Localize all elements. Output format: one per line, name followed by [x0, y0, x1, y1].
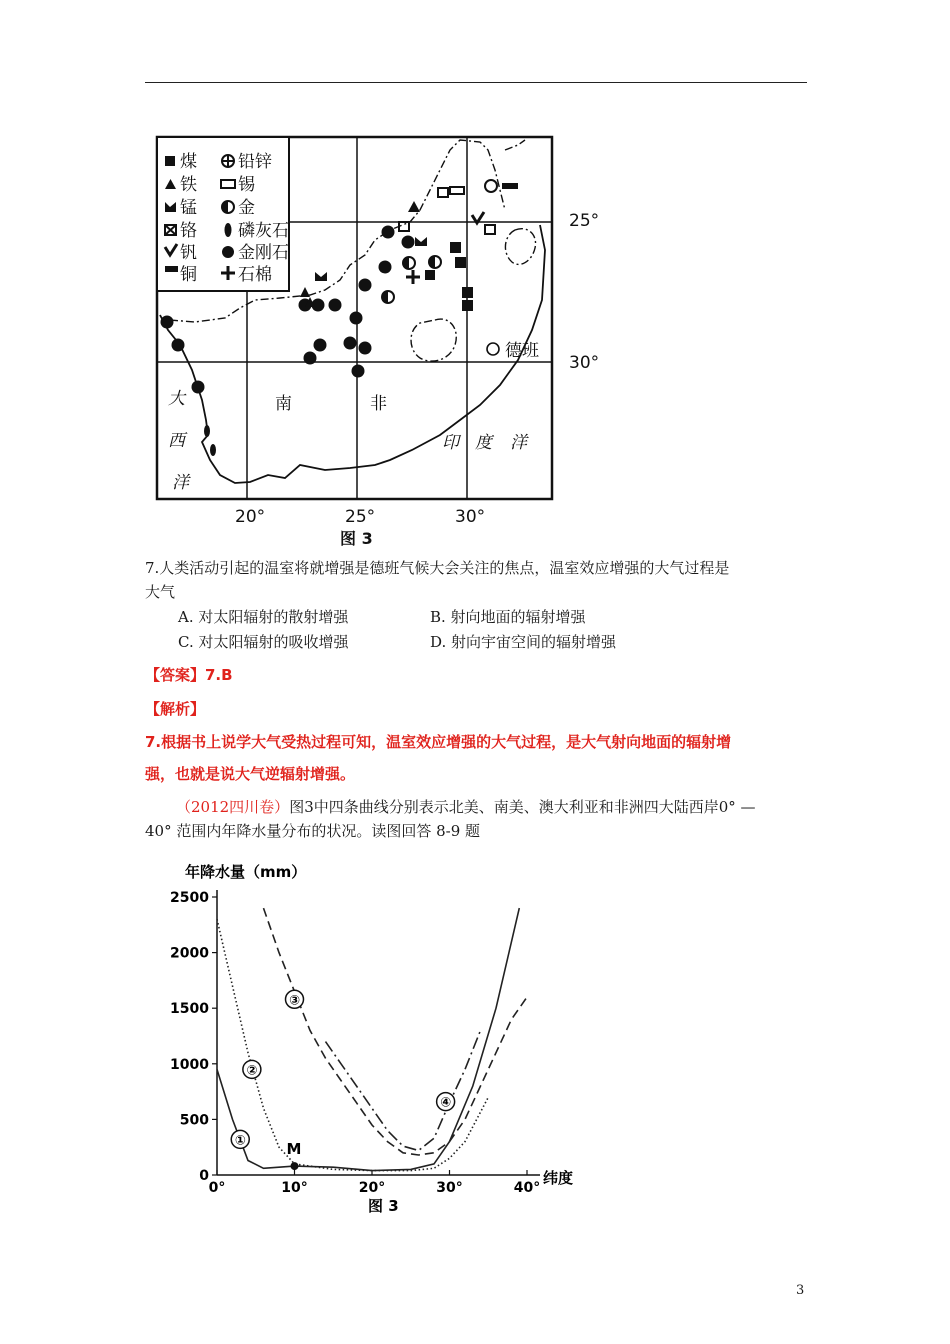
- south-africa-minerals-map: [150, 130, 610, 550]
- q7-analysis-head: 【解析】: [145, 700, 206, 718]
- q7-answer: 【答案】7.B: [145, 666, 233, 684]
- country-label: 南: [275, 394, 292, 414]
- chart-title: 年降水量（mm）: [185, 863, 307, 881]
- q7-stem-line1: 7.人类活动引起的温室将就增强是德班气候大会关注的焦点，温室效应增强的大气过程是: [145, 559, 730, 577]
- legend-bar-icon: [165, 266, 178, 272]
- chart-caption: 图 3: [368, 1197, 399, 1215]
- legend-drop-icon: [225, 223, 232, 237]
- series-label-4: ④: [440, 1095, 452, 1111]
- precipitation-chart: [170, 855, 595, 1225]
- q7-option-a: A. 对太阳辐射的散射增强: [178, 608, 349, 626]
- header-rule: [145, 82, 807, 83]
- legend-label: 铅锌: [238, 152, 272, 172]
- ocean-label: 洋: [510, 433, 527, 453]
- q8-intro-text: 图3中四条曲线分别表示北美、南美、澳大利亚和非洲四大陆西岸0° —: [289, 798, 756, 816]
- ocean-label: 大: [168, 389, 185, 409]
- series-label-2: ②: [246, 1063, 258, 1079]
- legend-label: 金刚石: [238, 243, 289, 263]
- q7-option-c: C. 对太阳辐射的吸收增强: [178, 633, 349, 651]
- q8-intro-line2: 40° 范围内年降水量分布的状况。读图回答 8-9 题: [145, 822, 481, 840]
- q7-option-b: B. 射向地面的辐射增强: [430, 608, 586, 626]
- page-number: 3: [796, 1283, 805, 1298]
- lat-label-25: 25°: [569, 211, 600, 231]
- x-tick-label: 40°: [513, 1180, 541, 1196]
- y-tick-label: 2000: [170, 945, 209, 962]
- ocean-label: 西: [168, 431, 185, 451]
- country-label: 非: [370, 394, 387, 414]
- x-tick-label: 20°: [358, 1180, 386, 1196]
- lon-label-30: 30°: [455, 507, 486, 527]
- legend-label: 铜: [180, 265, 197, 285]
- lon-label-25: 25°: [345, 507, 376, 527]
- lon-label-20: 20°: [235, 507, 266, 527]
- legend-label: 金: [238, 198, 255, 218]
- legend-label: 煤: [180, 152, 197, 172]
- series-line-1: [217, 908, 519, 1171]
- legend-label: 磷灰石: [238, 221, 289, 241]
- legend-label: 锡: [238, 175, 255, 195]
- x-axis-label: 纬度: [543, 1169, 574, 1187]
- lat-label-30: 30°: [569, 353, 600, 373]
- q7-analysis-line1: 7.根据书上说学大气受热过程可知，温室效应增强的大气过程，是大气射向地面的辐射增: [145, 733, 732, 751]
- q7-option-d: D. 射向宇宙空间的辐射增强: [430, 633, 617, 651]
- legend-label: 铬: [180, 221, 197, 241]
- ocean-label: 洋: [172, 473, 189, 493]
- legend-label: 钒: [180, 243, 197, 263]
- x-tick-label: 30°: [436, 1180, 463, 1196]
- x-tick-label: 10°: [281, 1180, 308, 1196]
- y-tick-label: 0: [199, 1168, 209, 1184]
- city-label-durban: 德班: [505, 341, 539, 361]
- q8-intro-line1: [176, 795, 756, 819]
- x-tick-label: 0°: [208, 1180, 226, 1196]
- legend-label: 石棉: [238, 265, 272, 285]
- series-line-2: [217, 919, 488, 1170]
- point-m: [291, 1162, 299, 1170]
- ocean-label: 度: [475, 433, 492, 453]
- q8-source: （2012四川卷）: [176, 798, 290, 816]
- y-tick-label: 500: [179, 1112, 209, 1129]
- point-m-label: M: [286, 1140, 302, 1159]
- y-tick-label: 2500: [170, 890, 209, 906]
- figure-caption: 图 3: [340, 529, 373, 548]
- legend-square-icon: [165, 156, 175, 166]
- series-line-3: [264, 908, 528, 1155]
- series-label-3: ③: [288, 993, 301, 1009]
- legend-label: 铁: [180, 175, 197, 195]
- q7-stem-line2: 大气: [145, 583, 176, 601]
- legend-label: 锰: [180, 198, 197, 218]
- legend-dot-icon: [222, 246, 234, 258]
- q7-analysis-line2: 强，也就是说大气逆辐射增强。: [145, 765, 356, 783]
- y-tick-label: 1500: [170, 1001, 209, 1018]
- series-label-1: ①: [234, 1133, 246, 1149]
- ocean-label: 印: [442, 433, 459, 453]
- y-tick-label: 1000: [170, 1056, 209, 1073]
